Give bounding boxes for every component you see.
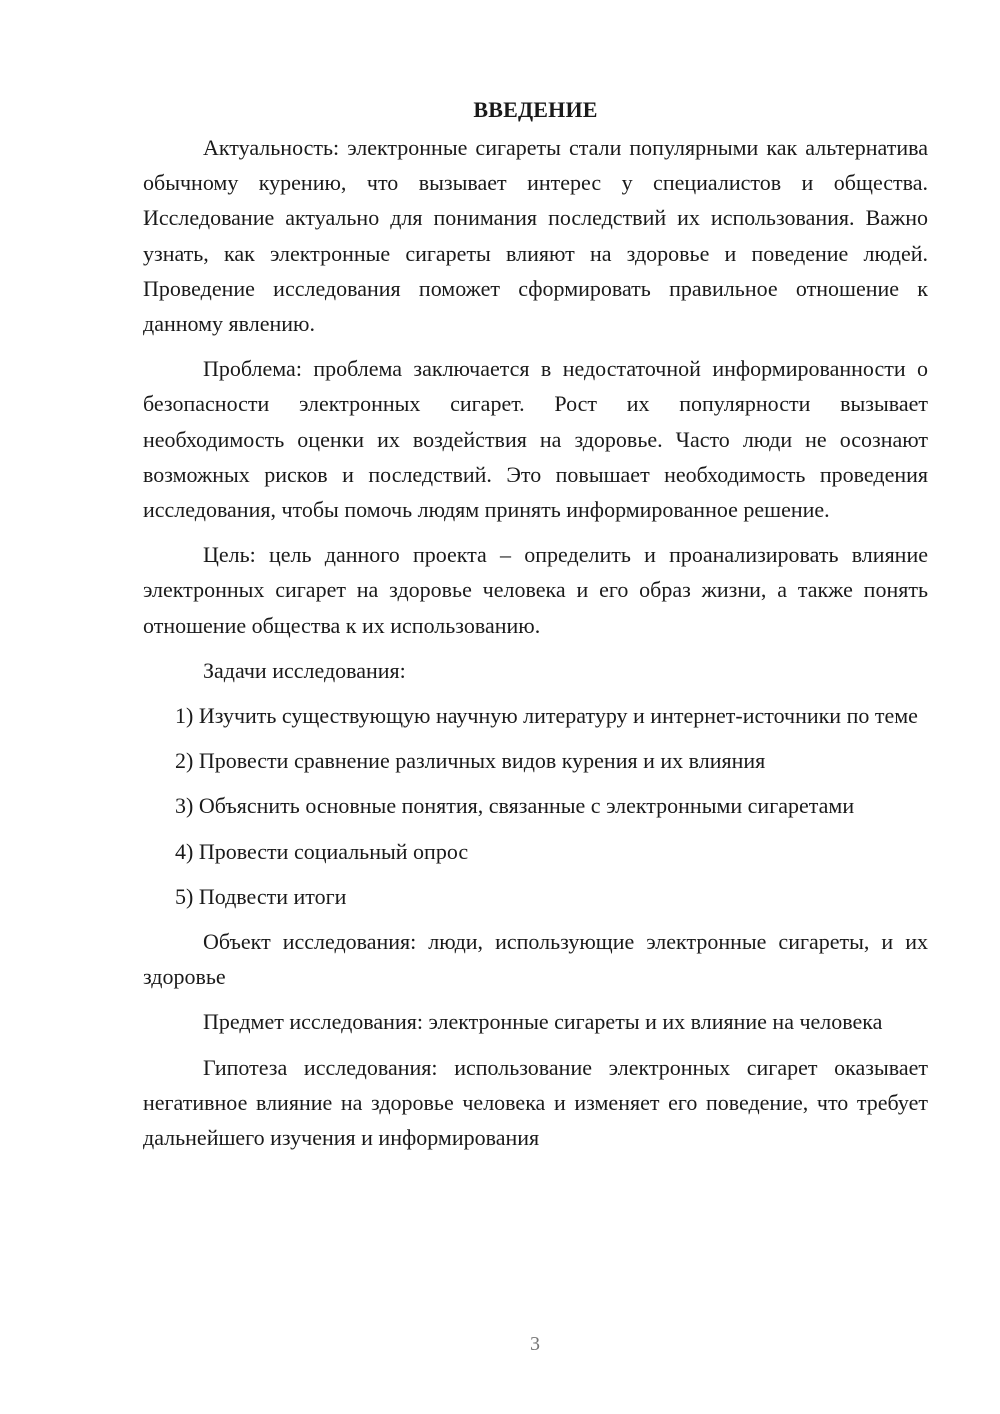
goal-paragraph: Цель: цель данного проекта – определить и проанализировать влияние электронных сигарет на здоровье человека и его образ жизни, а также понять отношение общества к их использованию.	[143, 542, 928, 638]
hypothesis-paragraph: Гипотеза исследования: использование электронных сигарет оказывает негативное влияние на здоровье человека и изменяет его поведение, что требует дальнейшего изучения и информирования	[143, 1054, 928, 1151]
problem-paragraph: Проблема: проблема заключается в недостаточной информированности о безопасности электронных сигарет. Рост их популярности вызывает необходимость оценки их воздействия на здоровье. Часто люди не осознают возможных рисков и последствий. Это повышает необходимость проведения исследования, чтобы помочь людям принять информированное решение.	[143, 356, 928, 523]
task-item-2: 2) Провести сравнение различных видов курения и их влияния	[175, 748, 766, 774]
relevance-paragraph: Актуальность: электронные сигареты стали популярными как альтернатива обычному курению, что вызывает интерес у специалистов и общества. Исследование актуально для понимания последствий их использования. Важно узнать, как электронные сигареты влияют на здоровье и поведение людей. Проведение исследования поможет сформировать правильное отношение к данному явлению.	[143, 135, 928, 337]
section-heading: ВВЕДЕНИЕ	[473, 97, 598, 122]
page-number: 3	[530, 1333, 540, 1355]
subject-paragraph: Предмет исследования: электронные сигареты и их влияние на человека	[203, 1009, 883, 1035]
task-item-4: 4) Провести социальный опрос	[175, 838, 469, 864]
object-paragraph: Объект исследования: люди, использующие электронные сигареты, и их здоровье	[143, 929, 928, 990]
task-item-3: 3) Объяснить основные понятия, связанные с электронными сигаретами	[175, 793, 855, 819]
tasks-title: Задачи исследования:	[203, 657, 406, 683]
task-item-5: 5) Подвести итоги	[175, 883, 347, 909]
task-item-1: 1) Изучить существующую научную литературу и интернет-источники по теме	[175, 703, 918, 729]
page-content	[143, 92, 928, 1155]
